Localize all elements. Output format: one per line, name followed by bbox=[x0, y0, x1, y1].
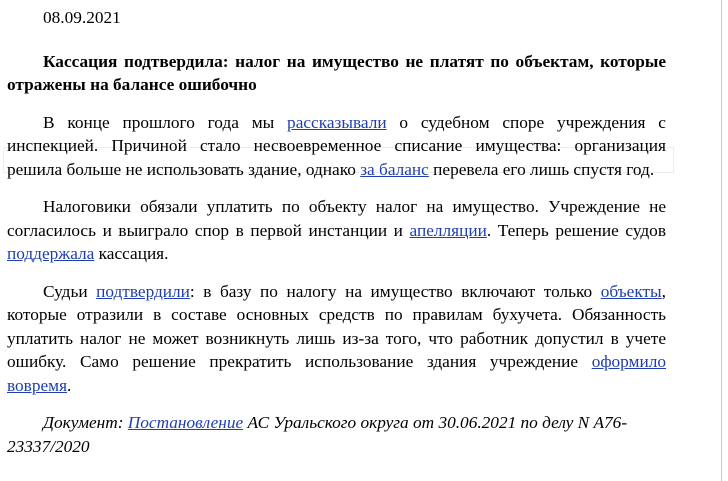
paragraph-1 bbox=[7, 111, 666, 182]
paragraph-3 bbox=[7, 280, 666, 398]
link-podderzhala[interactable]: поддержала bbox=[7, 244, 95, 263]
link-postanovlenie[interactable]: Постановление bbox=[127, 413, 244, 432]
link-podtverdili[interactable]: подтвердили bbox=[96, 281, 190, 301]
link-za-balans[interactable]: за баланс bbox=[360, 159, 429, 179]
text: кассация. bbox=[94, 244, 169, 263]
document-reference bbox=[7, 411, 666, 458]
article bbox=[7, 6, 666, 458]
article-date: 08.09.2021 bbox=[43, 8, 121, 27]
text: Налоговики обязали уплатить по объекту налог на имущество. Учреждение не согласилось и выиграло спор в первой инстанции и bbox=[7, 197, 666, 240]
text: о судебном споре учреждения с инспекцией. Причиной стало несвоевременное списание имущества: организация решила больше не использовать здание, однако bbox=[7, 112, 666, 179]
link-oformilo-vovremya[interactable]: оформило вовремя bbox=[7, 352, 666, 395]
text: Судьи bbox=[43, 281, 97, 301]
doc-details: АС Уральского округа от 30.06.2021 по делу N А76-23337/2020 bbox=[7, 413, 628, 456]
text: . bbox=[67, 375, 72, 395]
text: . Теперь решение судов bbox=[486, 220, 666, 240]
page-edge-line bbox=[721, 0, 722, 481]
link-apellyatsii[interactable]: апелляции bbox=[409, 220, 487, 240]
article-title: Кассация подтвердила: налог на имущество не платят по объектам, которые отражены на балансе ошибочно bbox=[7, 51, 666, 94]
text: перевела его лишь спустя год. bbox=[428, 159, 655, 179]
link-rasskazyvali[interactable]: рассказывали bbox=[287, 112, 387, 132]
text: , которые отразили в составе основных средств по правилам бухучета. Обязанность уплатить налог не может возникнуть лишь из-за того, что работник допустил в учете ошибку. Само решение прекратить использование здания учреждение bbox=[7, 281, 666, 371]
text: В конце прошлого года мы bbox=[43, 112, 288, 132]
text: : в базу по налогу на имущество включают только bbox=[189, 281, 601, 301]
link-obekty[interactable]: объекты bbox=[600, 281, 662, 301]
paragraph-2 bbox=[7, 195, 666, 266]
doc-label: Документ: bbox=[43, 413, 128, 432]
